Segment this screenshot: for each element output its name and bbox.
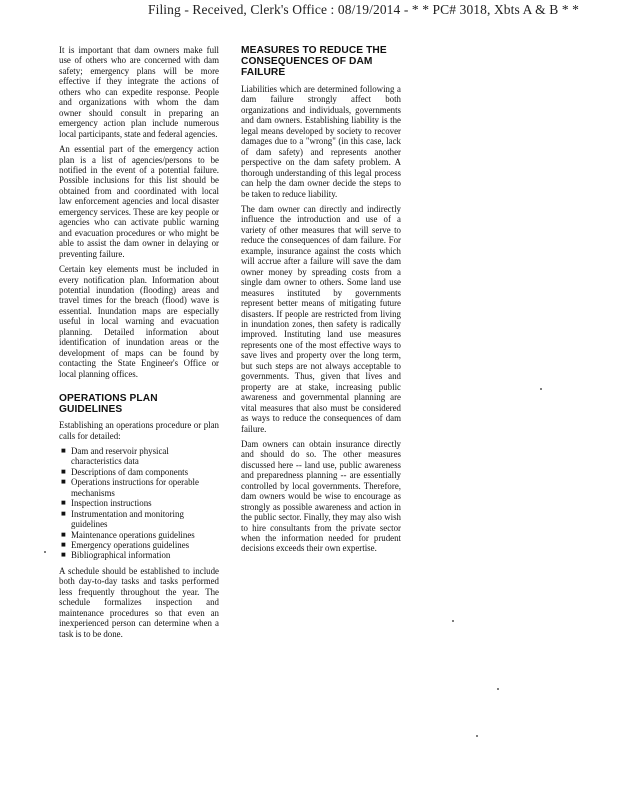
left-column (59, 45, 219, 644)
right-column (241, 45, 401, 559)
right-paragraph-2: The dam owner can directly and indirectly influence the introduction and use of a variety of other measures that will serve to reduce the consequences of dam failure. For example, insurance against the costs which will accrue after a failure will save the dam owner money by spreading costs from a single dam owner to others. Some land use measures instituted by governments represent better means of mitigating future disasters. If people are restricted from living in inundation zones, then safety is radically improved. Instituting land use measures represents one of the most effective ways to save lives and property over the long term, but such steps are not always acceptable to governments. Thus, given that lives and property are at stake, increasing public awareness and governmental planning are vital measures that also must be considered as ways to reduce the consequences of dam failure. (241, 203, 401, 434)
scan-speck (497, 688, 499, 690)
list-item-text: Instrumentation and monitoring guidelines (71, 508, 184, 530)
right-paragraph-1: Liabilities which are determined following a dam failure strongly affect both organizations and individuals, governments and dam owners. Establishing liability is the legal means developed by society to recover damages due to a "wrong" (in this case, lack of dam safety) and represents another perspective on the dam safety problem. A thorough understanding of this legal process can help the dam owner decide the steps to be taken to reduce liability. (241, 84, 401, 199)
left-paragraph-3: Certain key elements must be included in every notification plan. Information about potential inundation (flooding) areas and travel times for the breach (flood) wave is essential. Inundation maps are especially useful in local warning and evacuation planning. Detailed information about identification of inundation areas or the development of maps can be found by contacting the State Engineer's Office or local planning offices. (59, 264, 219, 379)
bullet-icon: ■ (61, 508, 66, 518)
bullet-icon: ■ (61, 466, 66, 476)
left-paragraph-1: It is important that dam owners make full use of others who are concerned with dam safety; emergency plans will be more effective if they integrate the actions of others who can expedite response. People and organizations with whom the dam owner should consult in preparing an emergency action plan include numerous local participants, state and federal agencies. (59, 45, 219, 139)
scan-speck (452, 620, 454, 622)
list-item (59, 498, 219, 508)
list-item (59, 467, 219, 477)
list-item (59, 509, 219, 530)
list-item (59, 550, 219, 560)
list-item (59, 446, 219, 467)
left-paragraph-2: An essential part of the emergency action plan is a list of agencies/persons to be notified in the event of a potential failure. Possible inclusions for this list should be obtained from and coordinated with local law enforcement agencies and local disaster emergency services. These are key people or agencies who can activate public warning and evacuation procedures or who might be able to assist the dam owner in delaying or preventing failure. (59, 144, 219, 259)
operations-plan-bullet-list (59, 446, 219, 561)
list-item (59, 530, 219, 540)
list-item-text: Dam and reservoir physical characteristics data (71, 445, 169, 467)
list-item-text: Maintenance operations guidelines (71, 529, 195, 540)
operations-plan-closing: A schedule should be established to include both day-to-day tasks and tasks performed less frequently throughout the year. The schedule formalizes inspection and maintenance procedures so that even an inexperienced person can determine when a task is to be done. (59, 565, 219, 639)
list-item (59, 477, 219, 498)
bullet-icon: ■ (61, 445, 66, 455)
scan-speck (540, 388, 542, 390)
right-paragraph-3: Dam owners can obtain insurance directly and should do so. The other measures discussed here -- land use, public awareness and preparedness planning -- are essentially controlled by local governments. Therefore, dam owners would be wise to encourage as strongly as possible awareness and action in the public sector. Finally, they may also wish to hire consultants from the private sector when the information needed for prudent decisions exceeds their own expertise. (241, 438, 401, 554)
list-item-text: Inspection instructions (71, 498, 152, 509)
scan-speck (44, 551, 46, 553)
list-item-text: Emergency operations guidelines (71, 540, 190, 551)
list-item-text: Bibliographical information (71, 550, 171, 561)
list-item (59, 540, 219, 550)
bullet-icon: ■ (61, 550, 66, 560)
list-item-text: Operations instructions for operable mechanisms (71, 477, 199, 498)
scan-speck (476, 735, 478, 737)
list-item-text: Descriptions of dam components (71, 466, 189, 477)
bullet-icon: ■ (61, 498, 66, 508)
filing-stamp-header: Filing - Received, Clerk's Office : 08/19/2014 - * * PC# 3018, Xbts A & B * * (148, 2, 579, 17)
operations-plan-heading: OPERATIONS PLAN GUIDELINES (59, 393, 158, 416)
bullet-icon: ■ (61, 529, 66, 539)
operations-plan-intro: Establishing an operations procedure or plan calls for detailed: (59, 420, 219, 441)
bullet-icon: ■ (61, 477, 66, 487)
measures-heading: MEASURES TO REDUCE THE CONSEQUENCES OF DAM FAILURE (241, 45, 387, 78)
bullet-icon: ■ (61, 540, 66, 550)
